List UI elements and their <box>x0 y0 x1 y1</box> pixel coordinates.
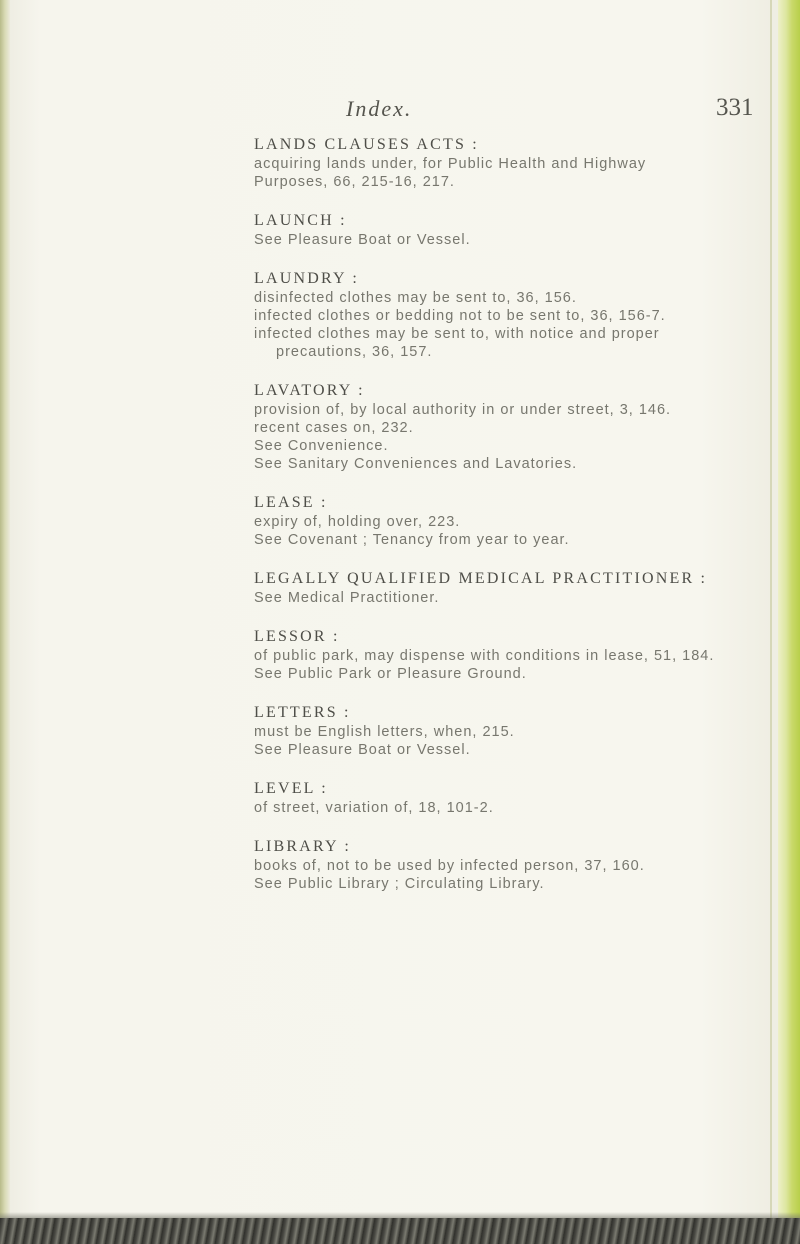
entry-heading: LANDS CLAUSES ACTS : <box>254 136 479 153</box>
index-entry-level <box>254 779 794 817</box>
index-entry-lease <box>254 493 794 549</box>
entry-heading: LEGALLY QUALIFIED MEDICAL PRACTITIONER : <box>254 570 708 587</box>
entry-heading: LETTERS : <box>254 704 351 721</box>
entry-line: provision of, by local authority in or under street, 3, 146. <box>254 402 672 418</box>
entry-line: See Convenience. <box>254 438 389 454</box>
page-number: 331 <box>716 94 754 121</box>
entry-heading: LESSOR : <box>254 628 340 645</box>
entry-line: infected clothes may be sent to, with notice and proper <box>254 326 660 342</box>
entry-line: must be English letters, when, 215. <box>254 724 515 740</box>
index-entry-library <box>254 837 794 893</box>
entry-line: books of, not to be used by infected person, 37, 160. <box>254 858 645 874</box>
entry-heading: LEVEL : <box>254 780 328 797</box>
entry-line: expiry of, holding over, 223. <box>254 514 461 530</box>
index-entry-lands-clauses-acts <box>254 135 794 191</box>
index-content <box>254 135 794 893</box>
entry-heading: LAVATORY : <box>254 382 365 399</box>
entry-line: See Medical Practitioner. <box>254 590 440 606</box>
index-entry-launch <box>254 211 794 249</box>
entry-line: precautions, 36, 157. <box>276 344 433 360</box>
entry-line: recent cases on, 232. <box>254 420 414 436</box>
entry-line: See Pleasure Boat or Vessel. <box>254 232 471 248</box>
entry-line: See Sanitary Conveniences and Lavatories. <box>254 456 578 472</box>
running-title: Index. <box>346 96 413 121</box>
entry-line: Purposes, 66, 215-16, 217. <box>254 174 455 190</box>
entry-heading: LAUNCH : <box>254 212 347 229</box>
entry-line: of public park, may dispense with conditions in lease, 51, 184. <box>254 648 715 664</box>
entry-line: See Public Park or Pleasure Ground. <box>254 666 527 682</box>
index-entry-laundry <box>254 269 794 361</box>
entry-heading: LIBRARY : <box>254 838 351 855</box>
entry-heading: LAUNDRY : <box>254 270 359 287</box>
entry-line: infected clothes or bedding not to be sent to, 36, 156-7. <box>254 308 666 324</box>
entry-line: See Pleasure Boat or Vessel. <box>254 742 471 758</box>
entry-line: disinfected clothes may be sent to, 36, 156. <box>254 290 577 306</box>
page-bottom-edge <box>0 1218 800 1244</box>
entry-line: acquiring lands under, for Public Health and Highway <box>254 156 647 172</box>
entry-line: See Covenant ; Tenancy from year to year. <box>254 532 570 548</box>
index-entry-legally-qualified-medical-practitioner <box>254 569 794 607</box>
running-header <box>0 96 800 126</box>
index-entry-lessor <box>254 627 794 683</box>
entry-line: See Public Library ; Circulating Library. <box>254 876 545 892</box>
page-left-edge <box>0 0 10 1244</box>
index-entry-lavatory <box>254 381 794 473</box>
entry-line: of street, variation of, 18, 101-2. <box>254 800 494 816</box>
index-entry-letters <box>254 703 794 759</box>
entry-heading: LEASE : <box>254 494 328 511</box>
